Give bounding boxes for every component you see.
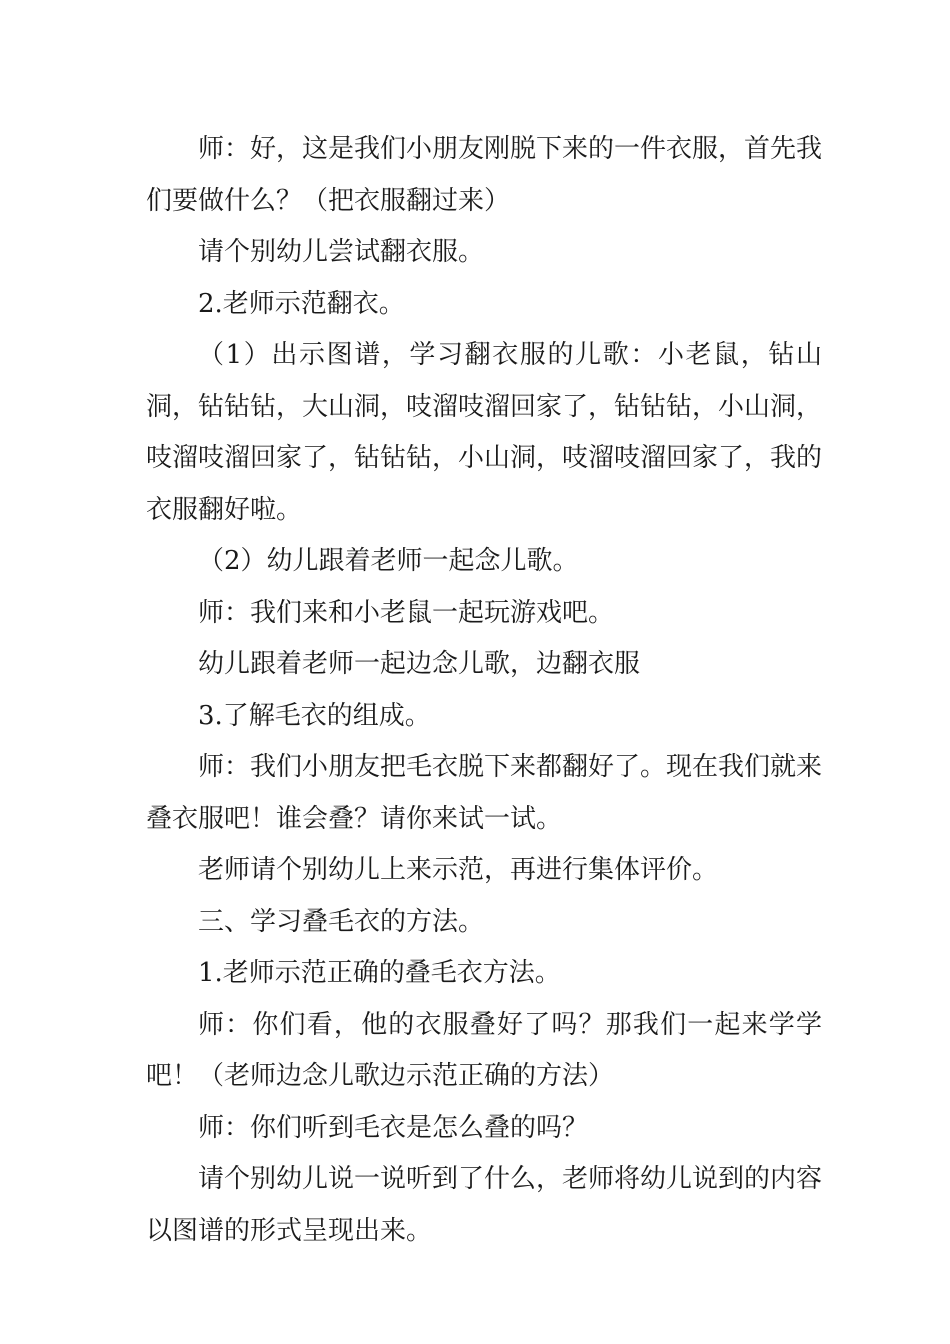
paragraph: （1）出示图谱，学习翻衣服的儿歌：小老鼠，钻山洞，钻钻钻，大山洞，吱溜吱溜回家了，钻钻钻，小山洞，吱溜吱溜回家了，钻钻钻，小山洞，吱溜吱溜回家了，我的衣服翻好啦。 — [146, 340, 823, 525]
paragraph: 请个别幼儿尝试翻衣服。 — [198, 237, 485, 267]
paragraph: 师：好，这是我们小朋友刚脱下来的一件衣服，首先我们要做什么？（把衣服翻过来） — [146, 134, 823, 216]
paragraph: 请个别幼儿说一说听到了什么，老师将幼儿说到的内容以图谱的形式呈现出来。 — [146, 1164, 823, 1246]
paragraph: （2）幼儿跟着老师一起念儿歌。 — [198, 546, 579, 576]
paragraph: 3.了解毛衣的组成。 — [198, 700, 431, 731]
paragraph: 师：你们听到毛衣是怎么叠的吗？ — [198, 1112, 589, 1143]
paragraph: 三、学习叠毛衣的方法。 — [198, 906, 485, 937]
document-body — [146, 124, 822, 1257]
paragraph: 师：你们看，他的衣服叠好了吗？那我们一起来学学吧！（老师边念儿歌边示范正确的方法） — [146, 1009, 822, 1091]
paragraph: 幼儿跟着老师一起边念儿歌，边翻衣服 — [198, 649, 641, 679]
paragraph: 师：我们来和小老鼠一起玩游戏吧。 — [198, 597, 615, 628]
paragraph: 师：我们小朋友把毛衣脱下来都翻好了。现在我们就来叠衣服吧！谁会叠？请你来试一试。 — [146, 752, 823, 834]
paragraph: 老师请个别幼儿上来示范，再进行集体评价。 — [198, 855, 719, 885]
paragraph: 1.老师示范正确的叠毛衣方法。 — [198, 958, 561, 988]
paragraph: 2.老师示范翻衣。 — [198, 288, 405, 319]
